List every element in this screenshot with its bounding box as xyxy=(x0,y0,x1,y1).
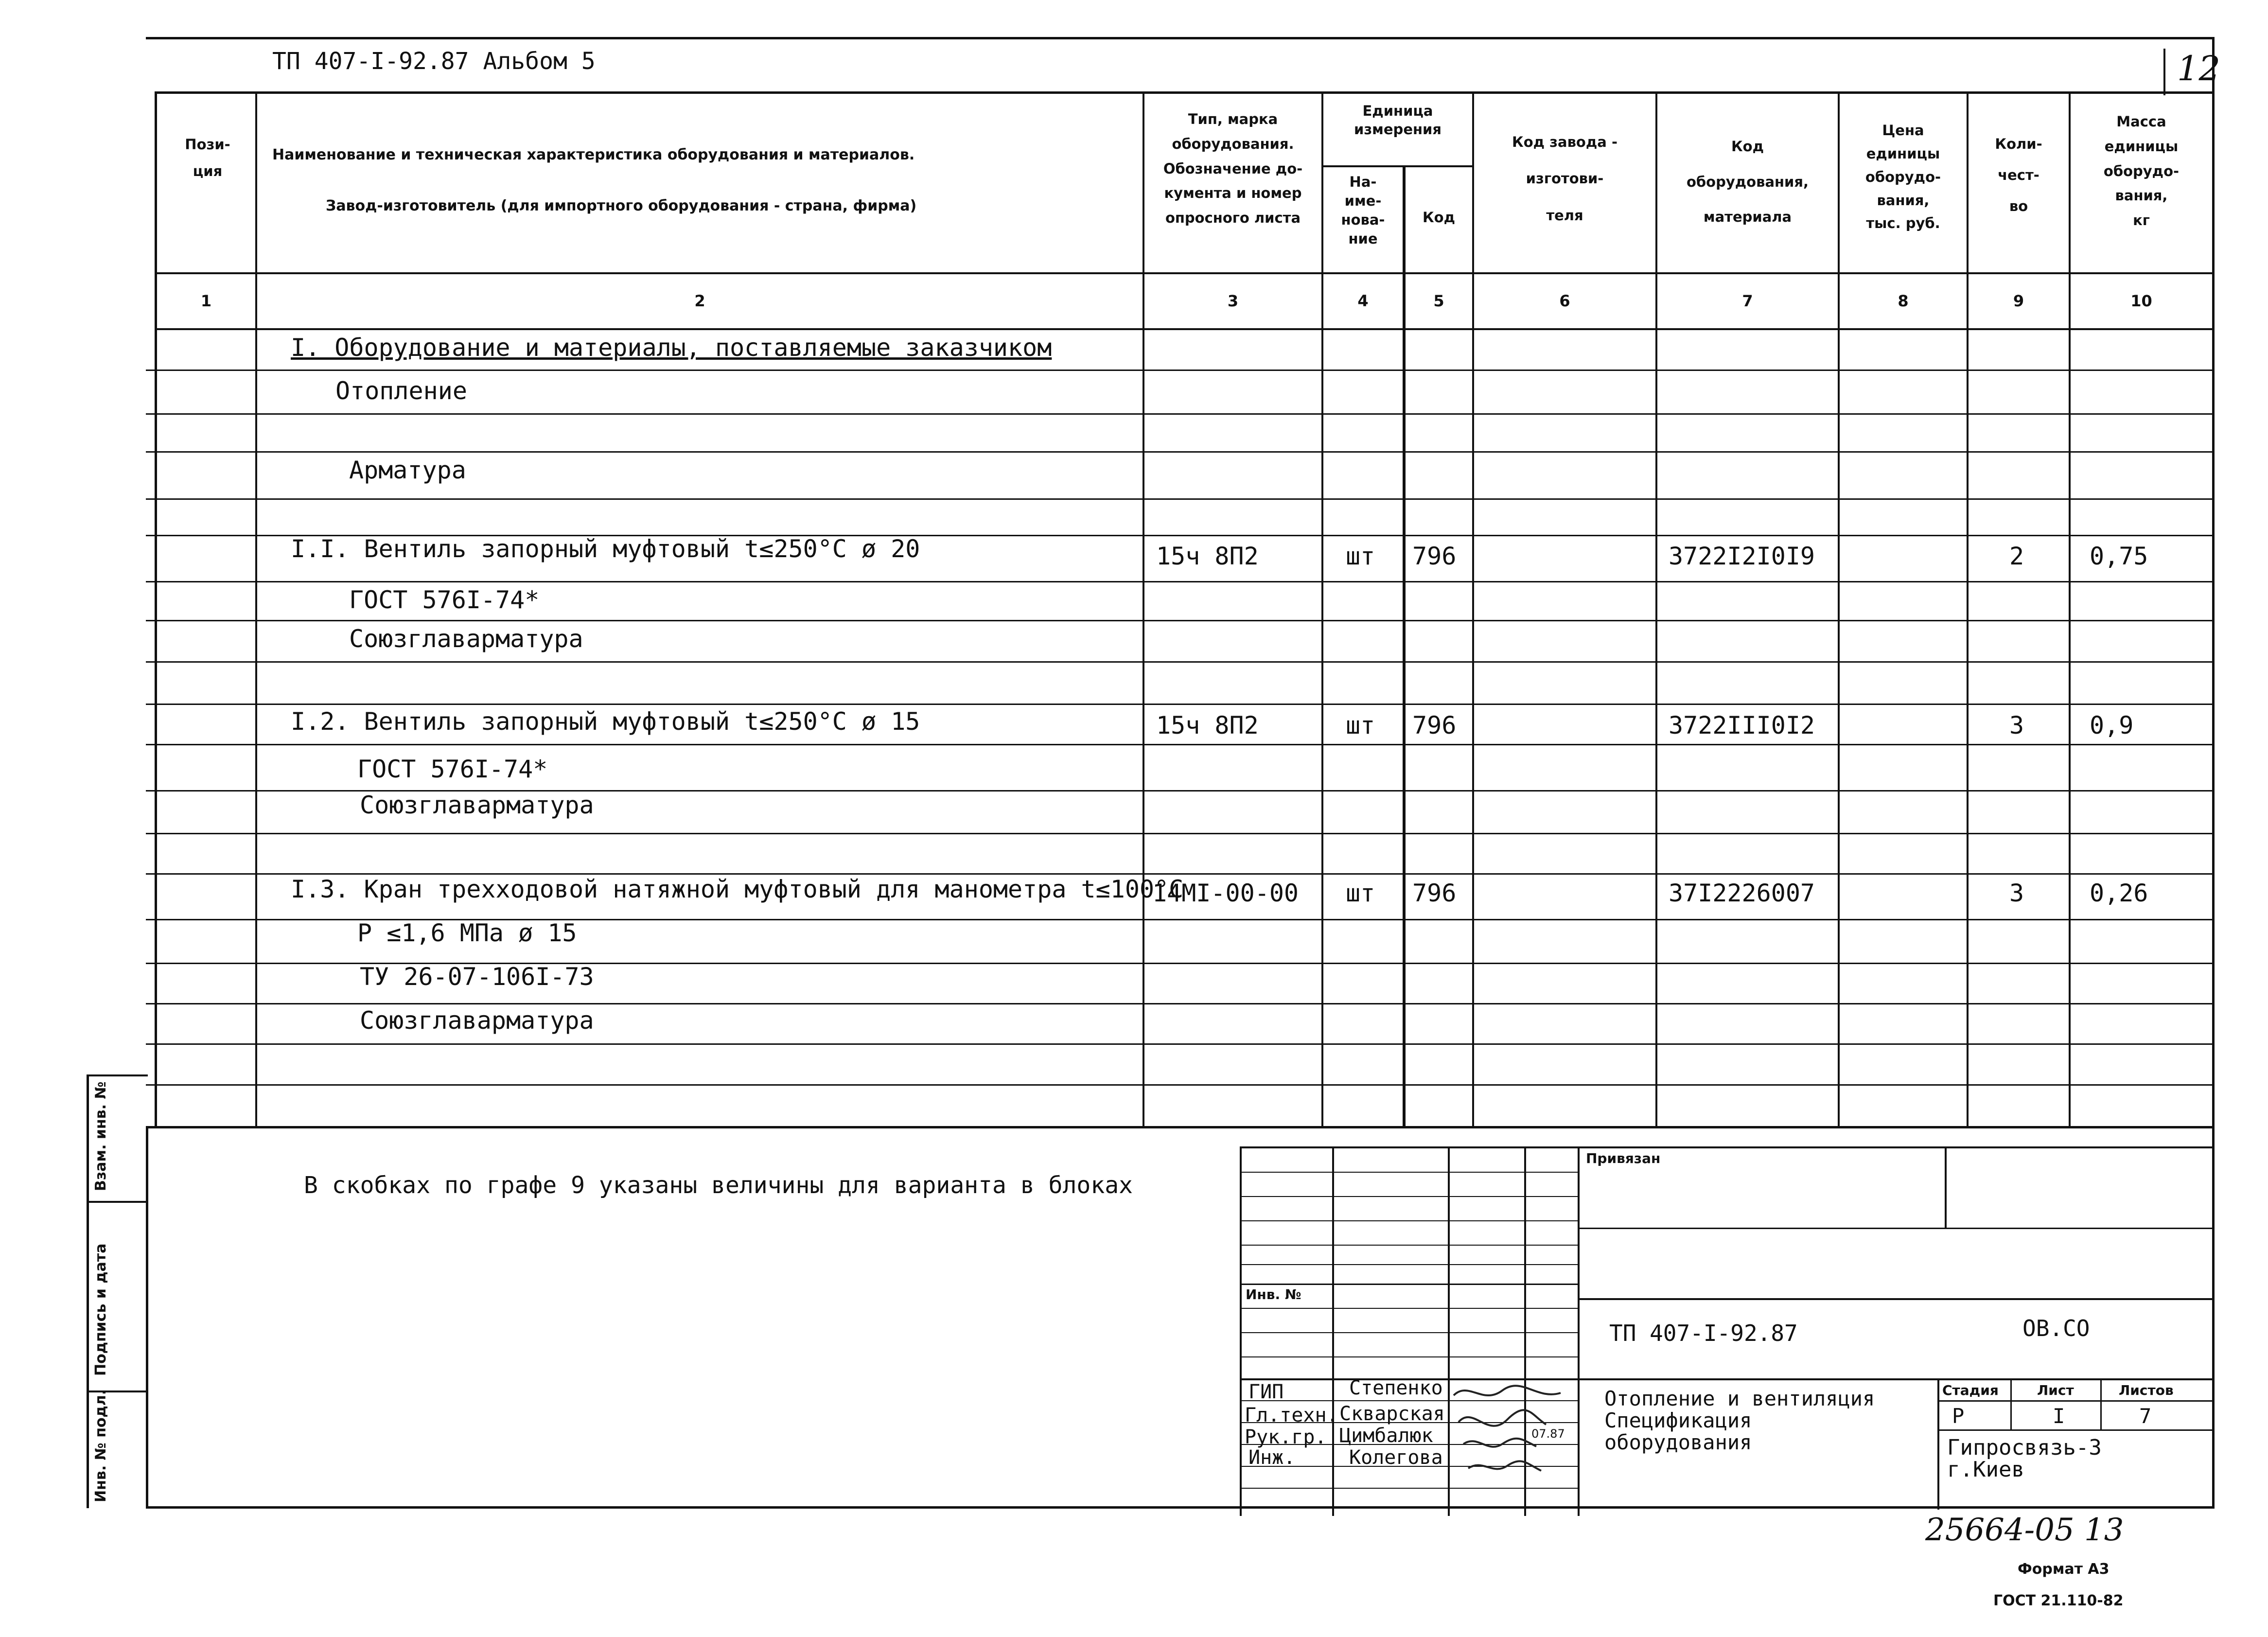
item2-gost: ГОСТ 576I-74* xyxy=(357,755,548,783)
col-number-7: 7 xyxy=(1742,292,1753,310)
handwritten-number: 25664-05 13 xyxy=(1925,1512,2124,1548)
stamp-sheet-label: Лист xyxy=(2037,1382,2074,1398)
stamp-stage-label: Стадия xyxy=(1942,1382,1999,1398)
stamp-doc-code: ТП 407-I-92.87 xyxy=(1609,1320,1798,1346)
stamp-date: 07.87 xyxy=(1531,1427,1565,1441)
item1-type: 15ч 8П2 xyxy=(1156,542,1259,570)
item2-unit: шт xyxy=(1346,711,1375,739)
col-header-quantity: Коли- чест- во xyxy=(1995,136,2042,214)
item3-unit: шт xyxy=(1346,879,1375,907)
stamp-stage: Р xyxy=(1952,1404,1965,1428)
stamp-privyazan: Привязан xyxy=(1586,1150,1661,1166)
sign-4-role: Инж. xyxy=(1248,1446,1296,1469)
item1-maker: Союзглавармaтура xyxy=(349,625,583,653)
col-number-1: 1 xyxy=(200,292,212,310)
item2-equipment-code: 3722III0I2 xyxy=(1669,711,1815,739)
stamp-org-2: г.Киев xyxy=(1947,1457,2024,1482)
item3-maker: Союзглавармaтура xyxy=(360,1006,594,1035)
stamp-sheet-code: ОВ.СО xyxy=(2022,1315,2090,1341)
col-header-name-2: Завод-изготовитель (для импортного оборудования - страна, фирма) xyxy=(326,197,917,214)
gost-label: ГОСТ 21.110-82 xyxy=(1993,1592,2124,1609)
item3-pressure: P ≤1,6 МПа ø 15 xyxy=(357,919,577,947)
col-header-position: Пози- ция xyxy=(185,136,230,180)
item1-code: 796 xyxy=(1412,542,1457,570)
col-header-unit-name: На- име- нова- ние xyxy=(1341,174,1385,247)
sign-3-name: Цимбалюк xyxy=(1339,1425,1433,1447)
format-label: Формат А3 xyxy=(2018,1561,2110,1578)
stamp-title-3: оборудования xyxy=(1604,1430,1752,1454)
item2-type: 15ч 8П2 xyxy=(1156,711,1259,739)
col-header-equipment-code: Код оборудования, материала xyxy=(1686,138,1809,225)
item1-unit: шт xyxy=(1346,542,1375,570)
col-header-type: Тип, марка оборудования. Обозначение до- кумента и номер опросного листа xyxy=(1163,111,1303,226)
col-number-9: 9 xyxy=(2013,292,2024,310)
item2-name: I.2. Вентиль запорный муфтовый t≤250°C ø 15 xyxy=(291,707,920,736)
col-number-10: 10 xyxy=(2130,292,2152,310)
footnote: В скобках по графе 9 указаны величины для варианта в блоках xyxy=(304,1172,1133,1199)
side-label-podpis: Подпись и дата xyxy=(92,1243,109,1376)
item3-quantity: 3 xyxy=(2009,879,2024,907)
col-number-3: 3 xyxy=(1227,292,1239,310)
col-header-price: Цена единицы оборудо- вания, тыс. руб. xyxy=(1865,122,1941,232)
col-header-mass: Масса единицы оборудо- вания, кг xyxy=(2103,113,2180,229)
album-title: ТП 407-I-92.87 Альбом 5 xyxy=(272,48,596,75)
item2-mass: 0,9 xyxy=(2090,711,2134,739)
item2-code: 796 xyxy=(1412,711,1457,739)
row-fittings: Арматура xyxy=(349,456,466,484)
row-heating: Отопление xyxy=(335,377,467,405)
sign-1-role: ГИП xyxy=(1248,1381,1284,1403)
sign-2-name: Скварская xyxy=(1339,1403,1445,1425)
col-number-2: 2 xyxy=(694,292,705,310)
col-number-4: 4 xyxy=(1357,292,1369,310)
item3-type: 14МI-00-00 xyxy=(1152,879,1299,907)
item1-mass: 0,75 xyxy=(2090,542,2148,570)
item3-code: 796 xyxy=(1412,879,1457,907)
sign-2-role: Гл.техн. xyxy=(1245,1404,1338,1426)
item3-equipment-code: 37I2226007 xyxy=(1669,879,1815,907)
col-header-unit-group: Единица измерения xyxy=(1354,103,1442,138)
sign-4-name: Колегова xyxy=(1349,1446,1443,1469)
item1-quantity: 2 xyxy=(2009,542,2024,570)
sign-1-name: Степенко xyxy=(1349,1377,1443,1399)
side-label-inv-podl: Инв. № подл. xyxy=(92,1389,109,1502)
stamp-title-1: Отопление и вентиляция xyxy=(1604,1387,1875,1410)
signature-scribbles xyxy=(1449,1376,1575,1493)
item1-name: I.I. Вентиль запорный муфтовый t≤250°C ø 20 xyxy=(291,535,920,563)
item1-equipment-code: 3722I2I0I9 xyxy=(1669,542,1815,570)
stamp-sheet: I xyxy=(2053,1404,2065,1428)
col-header-unit-code: Код xyxy=(1422,209,1456,226)
stamp-inv-no: Инв. № xyxy=(1246,1286,1301,1303)
item3-mass: 0,26 xyxy=(2090,879,2148,907)
stamp-org-1: Гипросвязь-3 xyxy=(1947,1435,2102,1460)
col-header-name-1: Наименование и техническая характеристика оборудования и материалов. xyxy=(272,146,915,163)
item1-gost: ГОСТ 576I-74* xyxy=(349,586,540,614)
col-header-plant-code: Код завода - изготови- теля xyxy=(1512,134,1617,224)
col-number-8: 8 xyxy=(1898,292,1909,310)
sign-3-role: Рук.гр. xyxy=(1245,1426,1327,1448)
stamp-sheets: 7 xyxy=(2139,1404,2152,1428)
col-number-6: 6 xyxy=(1559,292,1570,310)
stamp-sheets-label: Листов xyxy=(2119,1382,2174,1398)
item2-maker: Союзглавармaтура xyxy=(360,791,594,819)
col-number-5: 5 xyxy=(1433,292,1444,310)
section-title: I. Оборудование и материалы, поставляемые заказчиком xyxy=(291,334,1052,362)
item2-quantity: 3 xyxy=(2009,711,2024,739)
item3-tu: ТУ 26-07-106I-73 xyxy=(360,963,594,991)
side-label-vzam: Взам. инв. № xyxy=(92,1081,109,1191)
stamp-title-2: Спецификация xyxy=(1604,1408,1752,1432)
item3-name: I.3. Кран трехходовой натяжной муфтовый для манометра t≤100°C xyxy=(291,875,1184,903)
page-mark: 12 xyxy=(2177,49,2221,88)
